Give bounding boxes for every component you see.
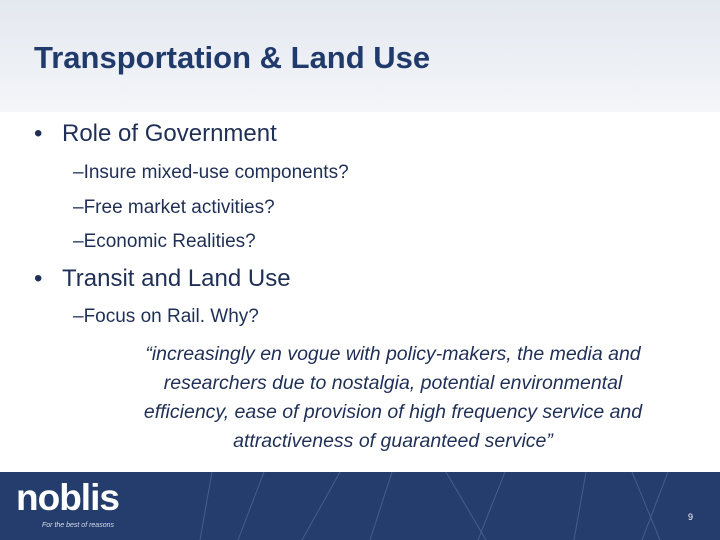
page-number: 9 xyxy=(688,512,694,522)
footer-band xyxy=(0,472,720,540)
bullet-label: Role of Government xyxy=(62,120,277,147)
bullet-dot: • xyxy=(34,265,43,292)
bullet-transit-and-land-use xyxy=(34,265,291,293)
quote-line: attractiveness of guaranteed service” xyxy=(233,430,553,452)
bullet-role-of-government xyxy=(34,120,277,148)
bullet-label: Transit and Land Use xyxy=(62,265,291,292)
quote-block xyxy=(80,340,706,456)
sub-bullet-free-market: –Free market activities? xyxy=(73,197,275,218)
quote-line: researchers due to nostalgia, potential environmental xyxy=(163,372,623,394)
logo-tagline: For the best of reasons xyxy=(42,522,114,529)
logo-wordmark: noblis xyxy=(16,477,119,518)
noblis-logo xyxy=(16,477,119,529)
sub-bullet-mixed-use: –Insure mixed-use components? xyxy=(73,162,349,183)
quote-line: efficiency, ease of provision of high frequency service and xyxy=(143,401,643,423)
quote-line: “increasingly en vogue with policy-makers, the media and xyxy=(145,343,641,365)
sub-bullet-economic-realities: –Economic Realities? xyxy=(73,231,256,252)
bullet-dot: • xyxy=(34,120,43,147)
slide-title: Transportation & Land Use xyxy=(34,40,431,75)
sub-bullet-focus-on-rail: –Focus on Rail. Why? xyxy=(73,306,259,327)
